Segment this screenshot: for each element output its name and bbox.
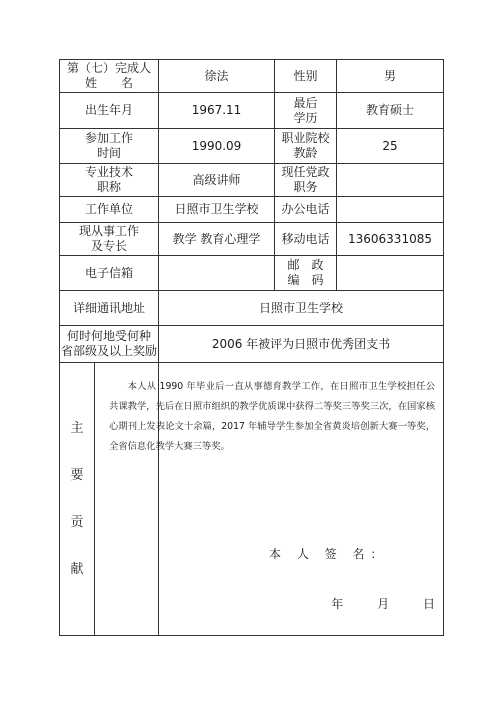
name-label-line2: 姓 名 [84, 76, 133, 90]
row-work-start [60, 129, 444, 164]
postcode-label-line2: 编 码 [287, 273, 324, 287]
address-value: 日照市卫生学校 [159, 291, 444, 326]
gender-value: 男 [337, 60, 444, 93]
contribution-text: 本人从 1990 年毕业后一直从事德育教学工作，在日照市卫生学校担任公共课教学，先后在日照市组织的教学优质课中获得二等奖三等奖三次，在国家核心期刊上发表论文十余篇，2017 年辅导学生参加全省黄炎培创新大赛一等奖，全省信息化教学大赛三等奖。 [109, 381, 435, 452]
education-label-cell [275, 93, 337, 129]
unit-label: 工作单位 [60, 197, 159, 223]
contribution-char-2: 要 [70, 468, 84, 483]
contribution-char-1: 主 [70, 421, 84, 436]
row-awards [60, 326, 444, 363]
position-label-line1: 现任党政 [281, 165, 330, 179]
name-value: 徐法 [159, 60, 275, 93]
awards-label-line2: 省部级及以上奖励 [60, 344, 157, 358]
row-title [60, 164, 444, 197]
education-label-line1: 最后 [293, 95, 318, 110]
gender-label: 性别 [275, 60, 337, 93]
row-email [60, 256, 444, 291]
date-day: 日 [422, 597, 435, 611]
title-label-cell [60, 164, 159, 197]
specialty-label-line1: 现从事工作 [78, 224, 139, 238]
contribution-char-3: 贡 [70, 515, 84, 530]
contribution-char-4: 献 [70, 562, 84, 577]
specialty-label-cell [60, 223, 159, 256]
title-value: 高级讲师 [159, 164, 275, 197]
awards-label-cell [60, 326, 159, 363]
mobile-label: 移动电话 [275, 223, 337, 256]
birth-value: 1967.11 [159, 93, 275, 129]
specialty-label-line2: 及专长 [90, 239, 127, 253]
birth-label: 出生年月 [60, 93, 159, 129]
office-phone-value [337, 197, 444, 223]
email-label: 电子信箱 [60, 256, 159, 291]
teaching-years-label-line1: 职业院校 [281, 131, 330, 145]
awards-value: 2006 年被评为日照市优秀团支书 [159, 326, 444, 363]
awards-label-line1: 何时何地受何种 [66, 329, 151, 343]
education-value: 教育硕士 [337, 93, 444, 129]
name-label-line1: 第（七）完成人 [66, 61, 151, 75]
position-value [337, 164, 444, 197]
date-year: 年 [331, 597, 344, 611]
office-phone-label: 办公电话 [275, 197, 337, 223]
signature-label: 本 人 签 名： [269, 547, 389, 561]
address-label: 详细通讯地址 [60, 291, 159, 326]
row-contribution [60, 363, 444, 636]
work-start-label-cell [60, 129, 159, 164]
work-start-label-line2: 时间 [96, 146, 121, 160]
mobile-value: 13606331085 [337, 223, 444, 256]
date-month: 月 [377, 597, 390, 611]
signature-date [301, 597, 435, 612]
row-name [60, 60, 444, 93]
postcode-label-cell [275, 256, 337, 291]
title-label-line2: 职称 [96, 180, 121, 194]
contribution-cell [109, 363, 444, 636]
personal-info-form [59, 59, 444, 636]
position-label-cell [275, 164, 337, 197]
row-unit [60, 197, 444, 223]
contribution-label-inner [60, 363, 95, 635]
email-value [159, 256, 275, 291]
row-address [60, 291, 444, 326]
work-start-label-line1: 参加工作 [84, 131, 133, 145]
row-specialty [60, 223, 444, 256]
teaching-years-label-cell [275, 129, 337, 164]
postcode-label-line1: 邮 政 [287, 258, 324, 272]
specialty-value: 教学 教育心理学 [159, 223, 275, 256]
education-label-line2: 学历 [293, 110, 318, 125]
work-start-value: 1990.09 [159, 129, 275, 164]
name-label-cell [60, 60, 159, 93]
title-label-line1: 专业技术 [84, 165, 133, 179]
postcode-value [337, 256, 444, 291]
unit-value: 日照市卫生学校 [159, 197, 275, 223]
teaching-years-value: 25 [337, 129, 444, 164]
teaching-years-label-line2: 教龄 [293, 146, 318, 160]
row-birth [60, 93, 444, 129]
position-label-line2: 职务 [293, 180, 318, 194]
